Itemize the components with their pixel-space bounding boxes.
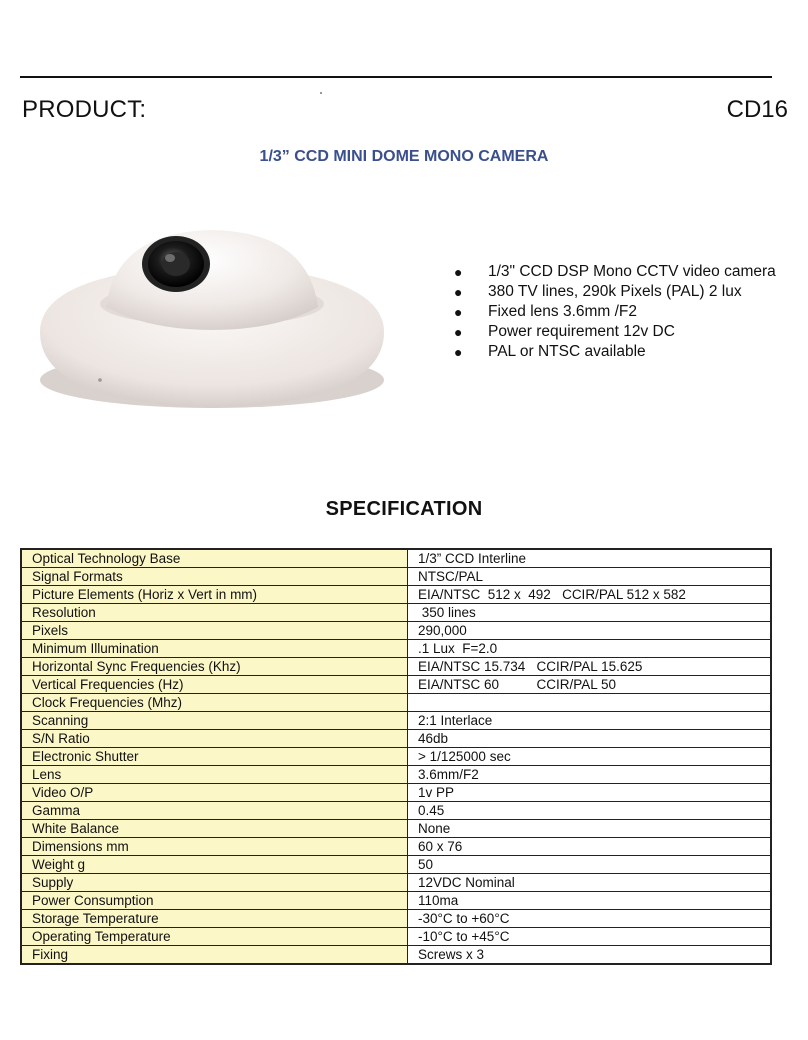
feature-item: ● 380 TV lines, 290k Pixels (PAL) 2 lux (454, 283, 742, 300)
spec-value: 46db (408, 730, 772, 748)
table-row (21, 820, 771, 838)
spec-param: Clock Frequencies (Mhz) (21, 694, 408, 712)
table-row (21, 640, 771, 658)
table-row (21, 910, 771, 928)
spec-param: Video O/P (21, 784, 408, 802)
spec-value: -30°C to +60°C (408, 910, 772, 928)
table-row (21, 604, 771, 622)
specification-table (20, 548, 772, 965)
spec-param: Storage Temperature (21, 910, 408, 928)
spec-param: White Balance (21, 820, 408, 838)
spec-value: 12VDC Nominal (408, 874, 772, 892)
table-row (21, 586, 771, 604)
stray-dot (320, 92, 322, 94)
feature-item: ● PAL or NTSC available (454, 343, 646, 360)
spec-value: 50 (408, 856, 772, 874)
spec-value: EIA/NTSC 60 CCIR/PAL 50 (408, 676, 772, 694)
spec-value: 0.45 (408, 802, 772, 820)
table-row (21, 892, 771, 910)
spec-param: Picture Elements (Horiz x Vert in mm) (21, 586, 408, 604)
spec-value: 2:1 Interlace (408, 712, 772, 730)
spec-value: -10°C to +45°C (408, 928, 772, 946)
spec-param: Gamma (21, 802, 408, 820)
spec-value: 1/3” CCD Interline (408, 549, 772, 568)
header-rule (20, 76, 772, 78)
table-row (21, 712, 771, 730)
table-row (21, 856, 771, 874)
spec-param: Fixing (21, 946, 408, 965)
spec-value: EIA/NTSC 15.734 CCIR/PAL 15.625 (408, 658, 772, 676)
spec-param: Vertical Frequencies (Hz) (21, 676, 408, 694)
spec-param: Dimensions mm (21, 838, 408, 856)
table-row (21, 766, 771, 784)
table-row (21, 658, 771, 676)
table-row (21, 946, 771, 965)
table-row (21, 694, 771, 712)
spec-value: NTSC/PAL (408, 568, 772, 586)
spec-param: Operating Temperature (21, 928, 408, 946)
spec-value: 290,000 (408, 622, 772, 640)
table-row (21, 802, 771, 820)
spec-value: 1v PP (408, 784, 772, 802)
product-subtitle: 1/3” CCD MINI DOME MONO CAMERA (259, 148, 549, 165)
table-row (21, 784, 771, 802)
table-row (21, 549, 771, 568)
spec-value: EIA/NTSC 512 x 492 CCIR/PAL 512 x 582 (408, 586, 772, 604)
table-row (21, 838, 771, 856)
spec-param: Power Consumption (21, 892, 408, 910)
spec-param: Lens (21, 766, 408, 784)
table-row (21, 748, 771, 766)
spec-value: .1 Lux F=2.0 (408, 640, 772, 658)
bullet-icon: ● (454, 304, 463, 320)
table-row (21, 622, 771, 640)
spec-param: Electronic Shutter (21, 748, 408, 766)
spec-value: Screws x 3 (408, 946, 772, 965)
feature-item: ● 1/3" CCD DSP Mono CCTV video camera (454, 263, 776, 280)
table-row (21, 568, 771, 586)
spec-value: 350 lines (408, 604, 772, 622)
bullet-icon: ● (454, 324, 463, 340)
table-row (21, 676, 771, 694)
spec-param: Signal Formats (21, 568, 408, 586)
product-label: PRODUCT: (22, 96, 147, 123)
bullet-icon: ● (454, 344, 463, 360)
bullet-icon: ● (454, 264, 463, 280)
bullet-icon: ● (454, 284, 463, 300)
spec-value: None (408, 820, 772, 838)
spec-param: Supply (21, 874, 408, 892)
table-row (21, 730, 771, 748)
feature-item: ● Power requirement 12v DC (454, 323, 675, 340)
dome-camera-image (36, 212, 388, 412)
spec-value: > 1/125000 sec (408, 748, 772, 766)
spec-value: 60 x 76 (408, 838, 772, 856)
spec-param: Optical Technology Base (21, 549, 408, 568)
specification-heading: SPECIFICATION (325, 498, 483, 520)
spec-param: Resolution (21, 604, 408, 622)
table-row (21, 874, 771, 892)
spec-param: Scanning (21, 712, 408, 730)
table-row (21, 928, 771, 946)
spec-param: Minimum Illumination (21, 640, 408, 658)
spec-param: Pixels (21, 622, 408, 640)
feature-list (452, 262, 792, 362)
spec-value (408, 694, 772, 712)
spec-value: 3.6mm/F2 (408, 766, 772, 784)
spec-param: S/N Ratio (21, 730, 408, 748)
spec-param: Horizontal Sync Frequencies (Khz) (21, 658, 408, 676)
spec-value: 110ma (408, 892, 772, 910)
product-code: CD16 (726, 96, 788, 123)
spec-param: Weight g (21, 856, 408, 874)
feature-item: ● Fixed lens 3.6mm /F2 (454, 303, 638, 320)
